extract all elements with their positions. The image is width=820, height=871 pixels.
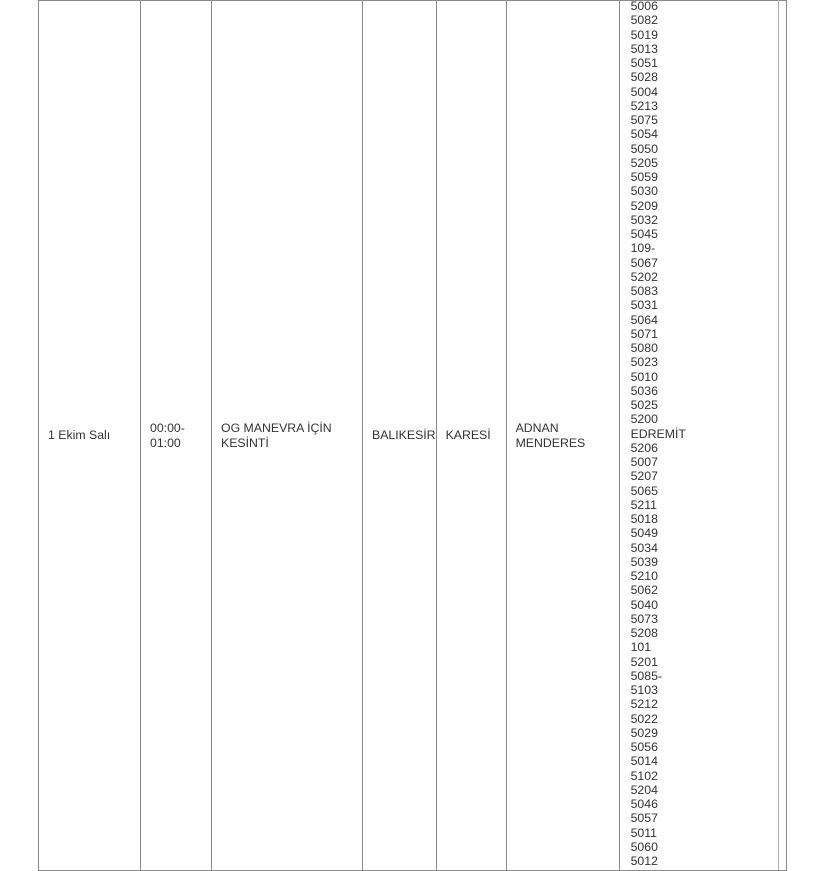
street-item: 5030: [630, 184, 658, 199]
street-item: 5034: [630, 540, 658, 555]
street-item: 5006: [630, 0, 658, 13]
street-item: 5212: [630, 697, 658, 712]
reason-cell: OG MANEVRA İÇİN KESİNTİ: [212, 1, 363, 871]
street-item: 5083: [630, 284, 658, 298]
street-item: 5012: [630, 854, 658, 868]
street-item: 5211: [630, 497, 658, 512]
street-item: 5013: [630, 41, 658, 56]
street-item: 5039: [630, 554, 658, 569]
street-item: 5040: [630, 597, 658, 612]
street-item: EDREMİT: [630, 426, 686, 441]
street-item: 5031: [630, 298, 658, 313]
street-item: 5019: [630, 27, 658, 42]
time-cell: 00:00-01:00: [141, 1, 212, 871]
street-item: 5045: [630, 227, 658, 241]
street-item: 5208: [630, 626, 658, 640]
street-item: 5201: [630, 654, 658, 669]
street-item: 5080: [630, 341, 658, 355]
street-item: 5056: [630, 740, 658, 754]
street-item: 5209: [630, 198, 658, 213]
outage-table: [38, 0, 787, 871]
street-item: 5085-: [630, 668, 663, 683]
district-cell: KARESİ: [436, 1, 506, 871]
street-item: 5057: [630, 811, 658, 826]
street-item: 5018: [630, 512, 658, 526]
street-item: 5207: [630, 469, 658, 484]
street-item: 5011: [630, 825, 658, 840]
streets-cell: [619, 1, 786, 871]
street-item: 5028: [630, 70, 658, 85]
street-item: 5054: [630, 127, 658, 142]
street-item: 5206: [630, 440, 658, 455]
street-item: 5073: [630, 611, 658, 626]
street-item: 5022: [630, 711, 658, 726]
street-item: 5102: [630, 768, 658, 783]
table-row: [39, 1, 787, 871]
street-item: 101: [630, 640, 652, 655]
street-item: 5050: [630, 141, 658, 156]
street-item: 5062: [630, 583, 658, 598]
street-item: 5103: [630, 683, 658, 697]
street-item: 5029: [630, 725, 658, 740]
neighborhood-cell: ADNAN MENDERES: [506, 1, 619, 871]
street-item: 5059: [630, 170, 658, 184]
streets-list: [631, 1, 786, 869]
street-item: 5067: [630, 255, 658, 270]
street-item: 5075: [630, 113, 658, 127]
street-item: 5049: [630, 526, 658, 541]
street-item: 5007: [630, 455, 658, 469]
street-item: 109-: [630, 241, 656, 256]
street-item: 5004: [630, 84, 658, 99]
street-item: 5060: [630, 839, 658, 854]
street-item: 5071: [630, 326, 658, 341]
street-item: 5051: [630, 56, 658, 70]
street-item: 5205: [630, 155, 658, 170]
street-item: 5202: [630, 269, 658, 284]
street-item: 5082: [630, 13, 658, 28]
city-cell: BALIKESİR: [363, 1, 437, 871]
street-item: 5064: [630, 312, 658, 327]
street-item: 5065: [630, 483, 658, 498]
street-item: 5025: [630, 398, 658, 412]
street-item: 5023: [630, 355, 658, 370]
street-item: 5014: [630, 754, 658, 769]
street-item: 5200: [630, 412, 658, 427]
street-item: 5204: [630, 782, 658, 797]
street-item: 5010: [630, 369, 658, 384]
street-item: 5210: [630, 569, 658, 583]
street-item: 5032: [630, 212, 658, 227]
street-item: 5046: [630, 797, 658, 811]
date-cell: 1 Ekim Salı: [39, 1, 141, 871]
street-item: 5213: [630, 98, 658, 113]
street-item: 5036: [630, 383, 658, 398]
page-border: [778, 0, 779, 870]
